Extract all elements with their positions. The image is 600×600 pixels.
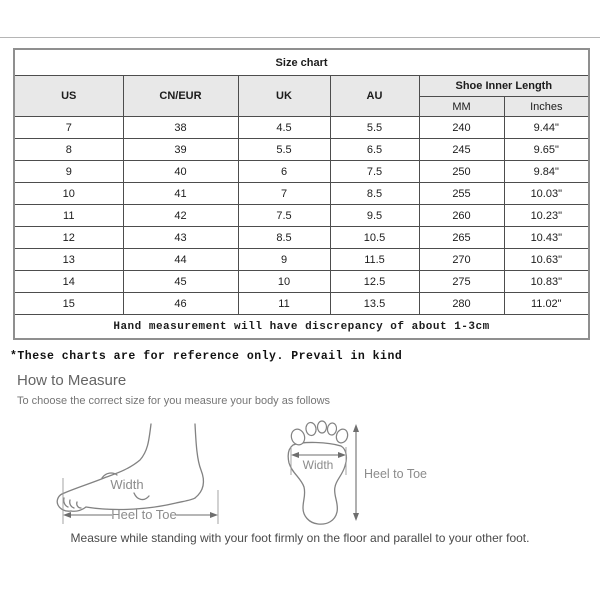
table-header-row [14, 76, 589, 97]
side-view-heel-to-toe-label: Heel to Toe [111, 507, 177, 522]
cell-uk: 7.5 [238, 205, 330, 227]
table-footnote-row [14, 315, 589, 340]
cell-uk: 11 [238, 293, 330, 315]
how-to-measure-heading: How to Measure [17, 372, 127, 389]
cell-au: 5.5 [330, 117, 419, 139]
table-title: Size chart [14, 49, 589, 76]
cell-uk: 5.5 [238, 139, 330, 161]
column-header-inches: Inches [504, 97, 589, 117]
cell-inches: 10.83" [504, 271, 589, 293]
cell-inches: 11.02" [504, 293, 589, 315]
cell-mm: 265 [419, 227, 504, 249]
size-chart-table [13, 48, 590, 340]
column-header-uk: UK [238, 76, 330, 117]
cell-inches: 10.23" [504, 205, 589, 227]
cell-mm: 255 [419, 183, 504, 205]
column-header-mm: MM [419, 97, 504, 117]
cell-uk: 6 [238, 161, 330, 183]
cell-inches: 10.63" [504, 249, 589, 271]
cell-uk: 10 [238, 271, 330, 293]
cell-au: 7.5 [330, 161, 419, 183]
cell-uk: 4.5 [238, 117, 330, 139]
cell-uk: 9 [238, 249, 330, 271]
cell-inches: 10.43" [504, 227, 589, 249]
cell-uk: 8.5 [238, 227, 330, 249]
cell-cn-eur: 38 [123, 117, 238, 139]
side-view-width-label: Width [110, 477, 144, 492]
top-view-width-label: Width [302, 458, 334, 472]
cell-au: 9.5 [330, 205, 419, 227]
cell-cn-eur: 45 [123, 271, 238, 293]
cell-us: 12 [14, 227, 123, 249]
top-divider-rule [0, 37, 600, 38]
cell-au: 10.5 [330, 227, 419, 249]
footprint-outline-drawing [288, 421, 349, 524]
cell-us: 10 [14, 183, 123, 205]
table-row [14, 249, 589, 271]
cell-uk: 7 [238, 183, 330, 205]
cell-us: 8 [14, 139, 123, 161]
table-row [14, 161, 589, 183]
table-title-row [14, 49, 589, 76]
cell-mm: 275 [419, 271, 504, 293]
column-header-au: AU [330, 76, 419, 117]
cell-cn-eur: 42 [123, 205, 238, 227]
cell-mm: 240 [419, 117, 504, 139]
cell-au: 6.5 [330, 139, 419, 161]
how-to-measure-subheading: To choose the correct size for you measure your body as follows [17, 395, 331, 407]
table-row [14, 139, 589, 161]
foot-side-view-diagram [55, 416, 285, 538]
cell-mm: 260 [419, 205, 504, 227]
column-header-shoe-inner-length: Shoe Inner Length [419, 76, 589, 97]
cell-cn-eur: 46 [123, 293, 238, 315]
column-header-us: US [14, 76, 123, 117]
cell-inches: 9.44" [504, 117, 589, 139]
foot-side-outline-drawing [57, 424, 203, 511]
cell-cn-eur: 43 [123, 227, 238, 249]
cell-mm: 270 [419, 249, 504, 271]
cell-cn-eur: 40 [123, 161, 238, 183]
cell-us: 13 [14, 249, 123, 271]
table-row [14, 227, 589, 249]
cell-mm: 245 [419, 139, 504, 161]
reference-note: *These charts are for reference only. Prevail in kind [10, 350, 403, 363]
cell-cn-eur: 39 [123, 139, 238, 161]
top-view-heel-to-toe-label: Heel to Toe [364, 467, 428, 481]
table-row [14, 271, 589, 293]
table-row [14, 205, 589, 227]
cell-us: 14 [14, 271, 123, 293]
cell-inches: 9.84" [504, 161, 589, 183]
column-header-cn-eur: CN/EUR [123, 76, 238, 117]
cell-mm: 280 [419, 293, 504, 315]
cell-au: 13.5 [330, 293, 419, 315]
cell-us: 15 [14, 293, 123, 315]
cell-inches: 10.03" [504, 183, 589, 205]
table-row [14, 117, 589, 139]
cell-cn-eur: 41 [123, 183, 238, 205]
cell-inches: 9.65" [504, 139, 589, 161]
table-footnote: Hand measurement will have discrepancy of about 1-3cm [14, 315, 589, 340]
cell-cn-eur: 44 [123, 249, 238, 271]
width-pointer-curve [134, 493, 149, 500]
measure-instruction-caption: Measure while standing with your foot firmly on the floor and parallel to your other foot. [70, 531, 530, 545]
cell-mm: 250 [419, 161, 504, 183]
heel-to-toe-arrow [353, 424, 359, 521]
cell-us: 7 [14, 117, 123, 139]
cell-us: 9 [14, 161, 123, 183]
table-row [14, 183, 589, 205]
cell-au: 8.5 [330, 183, 419, 205]
cell-au: 12.5 [330, 271, 419, 293]
table-row [14, 293, 589, 315]
cell-au: 11.5 [330, 249, 419, 271]
cell-us: 11 [14, 205, 123, 227]
